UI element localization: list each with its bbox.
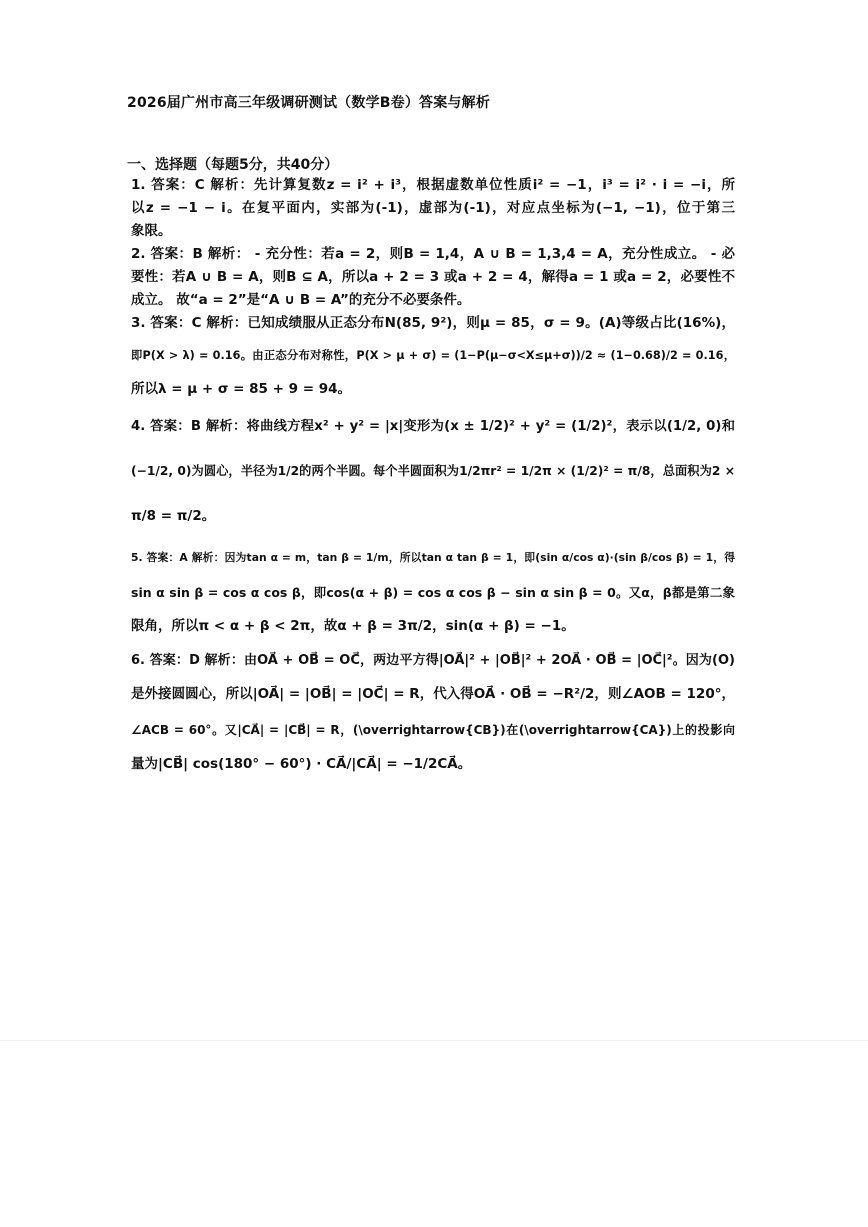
- answer-5-line-3: 限角，所以π < α + β < 2π，故α + β = 3π/2，sin(α + β) = −1。: [131, 618, 575, 634]
- answer-4-line-1: 4. 答案：B 解析：将曲线方程x² + y² = |x|变形为(x ± 1/2)² + y² = (1/2)²，表示以(1/2, 0)和: [131, 419, 735, 434]
- answer-1-line-2: 以z = −1 − i。在复平面内，实部为(-1)，虚部为(-1)，对应点坐标为(−1, −1)，位于第三: [131, 200, 735, 216]
- document-title: 2026届广州市高三年级调研测试（数学B卷）答案与解析: [127, 95, 491, 111]
- answer-1-line-1: 1. 答案：C 解析：先计算复数z = i² + i³，根据虚数单位性质i² = −1，i³ = i² · i = −i，所: [131, 177, 735, 193]
- answer-4-line-3: π/8 = π/2。: [131, 508, 216, 524]
- answer-5-line-1: 5. 答案：A 解析：因为tan α = m，tan β = 1/m，所以tan α tan β = 1，即(sin α/cos α)·(sin β/cos β) = 1，得: [131, 551, 735, 564]
- answer-4-line-2: (−1/2, 0)为圆心，半径为1/2的两个半圆。每个半圆面积为1/2πr² = 1/2π × (1/2)² = π/8，总面积为2 ×: [131, 464, 735, 478]
- section-heading: 一、选择题（每题5分，共40分）: [127, 157, 339, 173]
- answer-6-line-1: 6. 答案：D 解析：由OA⃗ + OB⃗ = OC⃗，两边平方得|OA⃗|² + |OB⃗|² + 2OA⃗ · OB⃗ = |OC⃗|²。因为(O): [131, 653, 735, 668]
- answer-6-line-4: 量为|CB⃗| cos(180° − 60°) · CA⃗/|CA⃗| = −1/2CA⃗。: [131, 756, 472, 772]
- answer-2-line-1: 2. 答案：B 解析： - 充分性：若a = 2，则B = 1,4，A ∪ B = 1,3,4 = A，充分性成立。 - 必: [131, 246, 735, 262]
- answer-3-line-1: 3. 答案：C 解析：已知成绩服从正态分布N(85, 9²)，则μ = 85，σ = 9。(A)等级占比(16%)，: [131, 315, 735, 331]
- answer-3-line-3: 所以λ = μ + σ = 85 + 9 = 94。: [131, 381, 352, 397]
- answer-1-line-3: 象限。: [131, 223, 172, 239]
- page-bottom-divider: [0, 1040, 868, 1041]
- answer-2-line-3: 成立。 故“a = 2”是“A ∪ B = A”的充分不必要条件。: [131, 292, 471, 308]
- answer-2-line-2: 要性：若A ∪ B = A，则B ⊆ A，所以a + 2 = 3 或a + 2 = 4，解得a = 1 或a = 2，必要性不: [131, 269, 735, 285]
- answer-5-line-2: sin α sin β = cos α cos β，即cos(α + β) = cos α cos β − sin α sin β = 0。又α，β都是第二象: [131, 585, 735, 600]
- answer-6-line-3: ∠ACB = 60°。又|CA⃗| = |CB⃗| = R，(\overrightarrow{CB})在(\overrightarrow{CA})上的投影向: [131, 723, 735, 737]
- answer-6-line-2: 是外接圆圆心，所以|OA⃗| = |OB⃗| = |OC⃗| = R，代入得OA⃗ · OB⃗ = −R²/2，则∠AOB = 120°，: [131, 686, 735, 702]
- answer-3-line-2: 即P(X > λ) = 0.16。由正态分布对称性，P(X > μ + σ) = (1−P(μ−σ<X≤μ+σ))/2 ≈ (1−0.68)/2 = 0.16，: [131, 349, 735, 362]
